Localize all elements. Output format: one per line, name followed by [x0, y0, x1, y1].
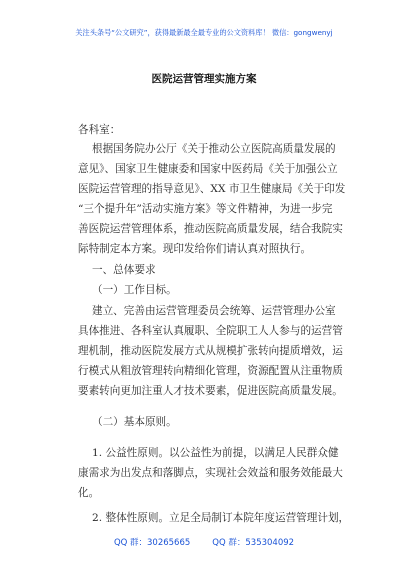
para1-line: 际特制定本方案。现印发给你们请认真对照执行。	[78, 243, 312, 255]
subsection-heading: （二）基本原则。	[92, 416, 177, 428]
para2-line: 理机制，推动医院发展方式从规模扩张转向提质增效，运	[78, 345, 343, 357]
para1-line: 根据国务院办公厅《关于推动公立医院高质量发展的	[92, 143, 336, 155]
para1-line: 医院运营管理的指导意见》、XX 市卫生健康局《关于印发	[78, 183, 346, 195]
para2-line: 要素转向更加注重人才技术要素，促进医院高质量发展。	[78, 385, 343, 397]
footer-contact	[0, 536, 408, 548]
para2-line: 行模式从粗放管理转向精细化管理，资源配置从注重物质	[78, 365, 343, 377]
header-note: 关注头条号“公文研究”，获得最新最全最专业的公文资料库！ 微信：gongwenyj	[75, 28, 333, 37]
document-title: 医院运营管理实施方案	[151, 73, 257, 85]
para1-line: “三个提升年”活动实施方案》等文件精神，为进一步完	[78, 203, 333, 215]
para4-line: 2. 整体性原则。立足全局制订本院年度运营管理计划，	[92, 512, 350, 524]
footer-qq-group-1: QQ 群：30265665	[113, 538, 191, 548]
para1-line: 善医院运营管理体系，推动医院高质量发展，结合我院实	[78, 223, 343, 235]
salutation: 各科室：	[78, 124, 121, 136]
footer-qq-group-2: QQ 群：535304092	[212, 538, 295, 548]
para3-line: 康需求为出发点和落脚点，实现社会效益和服务效能最大	[78, 467, 343, 479]
section-heading: 一、总体要求	[92, 264, 156, 276]
para3-line: 化。	[78, 487, 100, 499]
para3-line: 1. 公益性原则。以公益性为前提，以满足人民群众健	[92, 447, 339, 459]
subsection-heading: （一）工作目标。	[92, 284, 177, 296]
para2-line: 具体推进、各科室认真履职、全院职工人人参与的运营管	[78, 325, 343, 337]
para1-line: 意见》、国家卫生健康委和国家中医药局《关于加强公立	[78, 163, 338, 175]
para2-line: 建立、完善由运营管理委员会统筹、运营管理办公室	[92, 305, 336, 317]
